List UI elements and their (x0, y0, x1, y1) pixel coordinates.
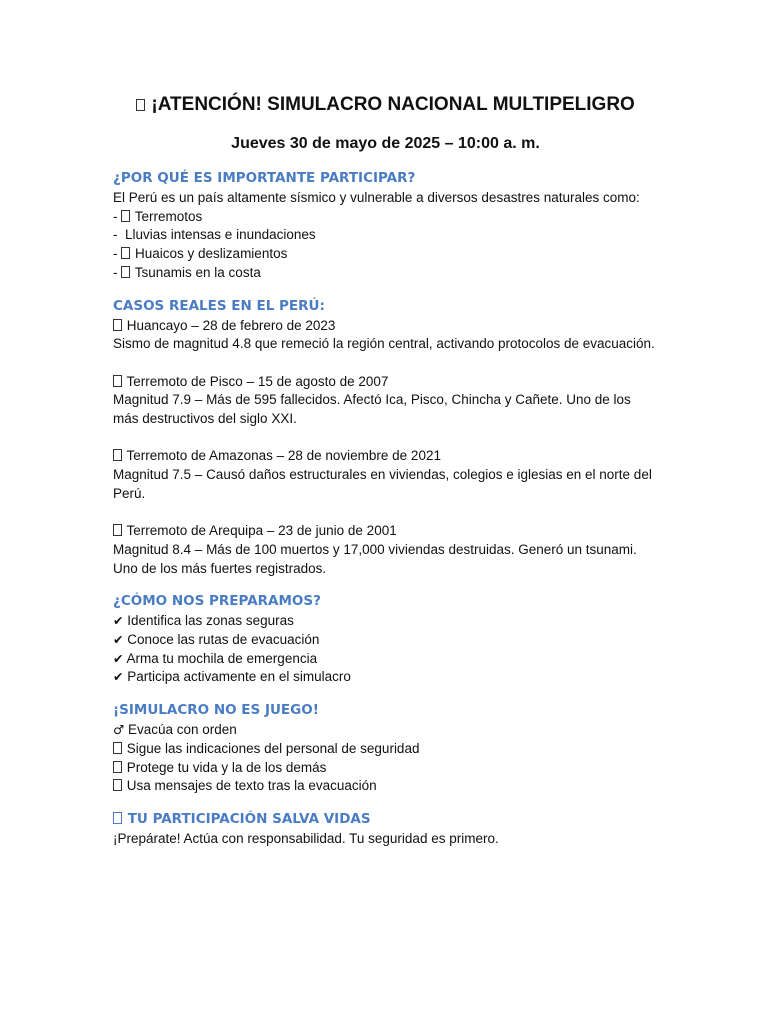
list-item (113, 245, 658, 264)
list-dash: - (113, 208, 122, 224)
list-item-text: Huaicos y deslizamientos (135, 246, 288, 262)
case-title (113, 373, 658, 392)
checklist-item-text: Identifica las zonas seguras (127, 613, 294, 629)
checkmark-icon: ✔ (113, 650, 124, 666)
case-description: Magnitud 8.4 – Más de 100 muertos y 17,000 viviendas destruidas. Generó un tsunami. Uno de los más fuertes registrados. (113, 541, 637, 576)
case-item (113, 317, 658, 354)
case-description: Sismo de magnitud 4.8 que remeció la región central, activando protocolos de evacuación. (113, 336, 655, 352)
case-title (113, 317, 658, 336)
missing-glyph-icon (113, 375, 122, 387)
rule-item-text: Evacúa con orden (127, 722, 237, 738)
list-item (113, 226, 658, 245)
case-title-text: Huancayo – 28 de febrero de 2023 (126, 317, 336, 333)
section-heading-closing (113, 808, 658, 830)
section-heading-cases: CASOS REALES EN EL PERÚ: (113, 297, 325, 314)
checkmark-icon: ✔ (113, 632, 124, 648)
case-title-text: Terremoto de Pisco – 15 de agosto de 2007 (126, 373, 389, 389)
closing-heading-text: TU PARTICIPACIÓN SALVA VIDAS (127, 810, 371, 827)
checklist-item (113, 612, 658, 631)
list-dash: - (113, 246, 122, 262)
list-item (113, 208, 658, 227)
list-dash: - (113, 227, 125, 243)
document-page (113, 92, 658, 849)
missing-glyph-icon (113, 761, 122, 773)
list-item (113, 264, 658, 283)
case-item (113, 522, 658, 578)
rule-item (113, 721, 658, 740)
list-dash: - (113, 264, 122, 280)
section-heading-not-game: ¡SIMULACRO NO ES JUEGO! (113, 702, 319, 719)
missing-glyph-icon (136, 99, 145, 111)
checkmark-icon: ✔ (113, 613, 124, 629)
section-heading-prepare: ¿CÓMO NOS PREPARAMOS? (113, 593, 321, 610)
page-title (113, 92, 658, 118)
case-description: Magnitud 7.5 – Causó daños estructurales en viviendas, colegios e iglesias en el norte del Perú. (113, 467, 652, 501)
missing-glyph-icon (113, 524, 122, 536)
case-item (113, 447, 658, 503)
rule-item (113, 777, 658, 796)
missing-glyph-icon (113, 319, 122, 331)
rule-item-text: Usa mensajes de texto tras la evacuación (126, 778, 377, 794)
section-heading-why: ¿POR QUÉ ES IMPORTANTE PARTICIPAR? (113, 170, 416, 186)
missing-glyph-icon (121, 266, 130, 278)
missing-glyph-icon (121, 247, 130, 259)
checklist-item (113, 631, 658, 650)
case-title (113, 522, 658, 541)
checklist-item-text: Arma tu mochila de emergencia (126, 650, 318, 666)
case-title (113, 447, 658, 466)
missing-glyph-icon (121, 210, 130, 222)
case-title-text: Terremoto de Arequipa – 23 de junio de 2001 (126, 523, 397, 539)
rule-item-text: Protege tu vida y la de los demás (126, 759, 327, 775)
case-description: Magnitud 7.9 – Más de 595 fallecidos. Afectó Ica, Pisco, Chincha y Cañete. Uno de los más destructivos del siglo XXI. (113, 392, 631, 427)
rules-list (113, 721, 658, 796)
missing-glyph-icon (113, 779, 122, 791)
list-item-text: Terremotos (134, 208, 203, 224)
checklist-item (113, 668, 658, 687)
rule-item (113, 759, 658, 778)
checkmark-icon: ✔ (113, 669, 124, 685)
missing-glyph-icon (113, 742, 122, 754)
case-title-text: Terremoto de Amazonas – 28 de noviembre de 2021 (126, 448, 441, 464)
rule-item-text: Sigue las indicaciones del personal de seguridad (126, 740, 420, 756)
checklist-item-text: Conoce las rutas de evacuación (127, 632, 320, 648)
list-item-text: Lluvias intensas e inundaciones (125, 227, 316, 243)
male-sign-icon: ♂ (113, 722, 125, 738)
closing-text: ¡Prepárate! Actúa con responsabilidad. Tu seguridad es primero. (113, 830, 499, 846)
rule-item (113, 740, 658, 759)
checklist-item (113, 650, 658, 669)
missing-glyph-icon (113, 449, 122, 461)
prepare-list (113, 612, 658, 687)
event-date: Jueves 30 de mayo de 2025 – 10:00 a. m. (231, 135, 540, 152)
case-list (113, 317, 658, 579)
case-item (113, 373, 658, 429)
list-item-text: Tsunamis en la costa (134, 264, 261, 280)
missing-glyph-icon (113, 812, 122, 824)
page-title-text: ¡ATENCIÓN! SIMULACRO NACIONAL MULTIPELIGRO (151, 94, 635, 115)
hazard-list (113, 208, 658, 283)
why-intro: El Perú es un país altamente sísmico y vulnerable a diversos desastres naturales como: (113, 190, 640, 205)
checklist-item-text: Participa activamente en el simulacro (127, 669, 351, 685)
